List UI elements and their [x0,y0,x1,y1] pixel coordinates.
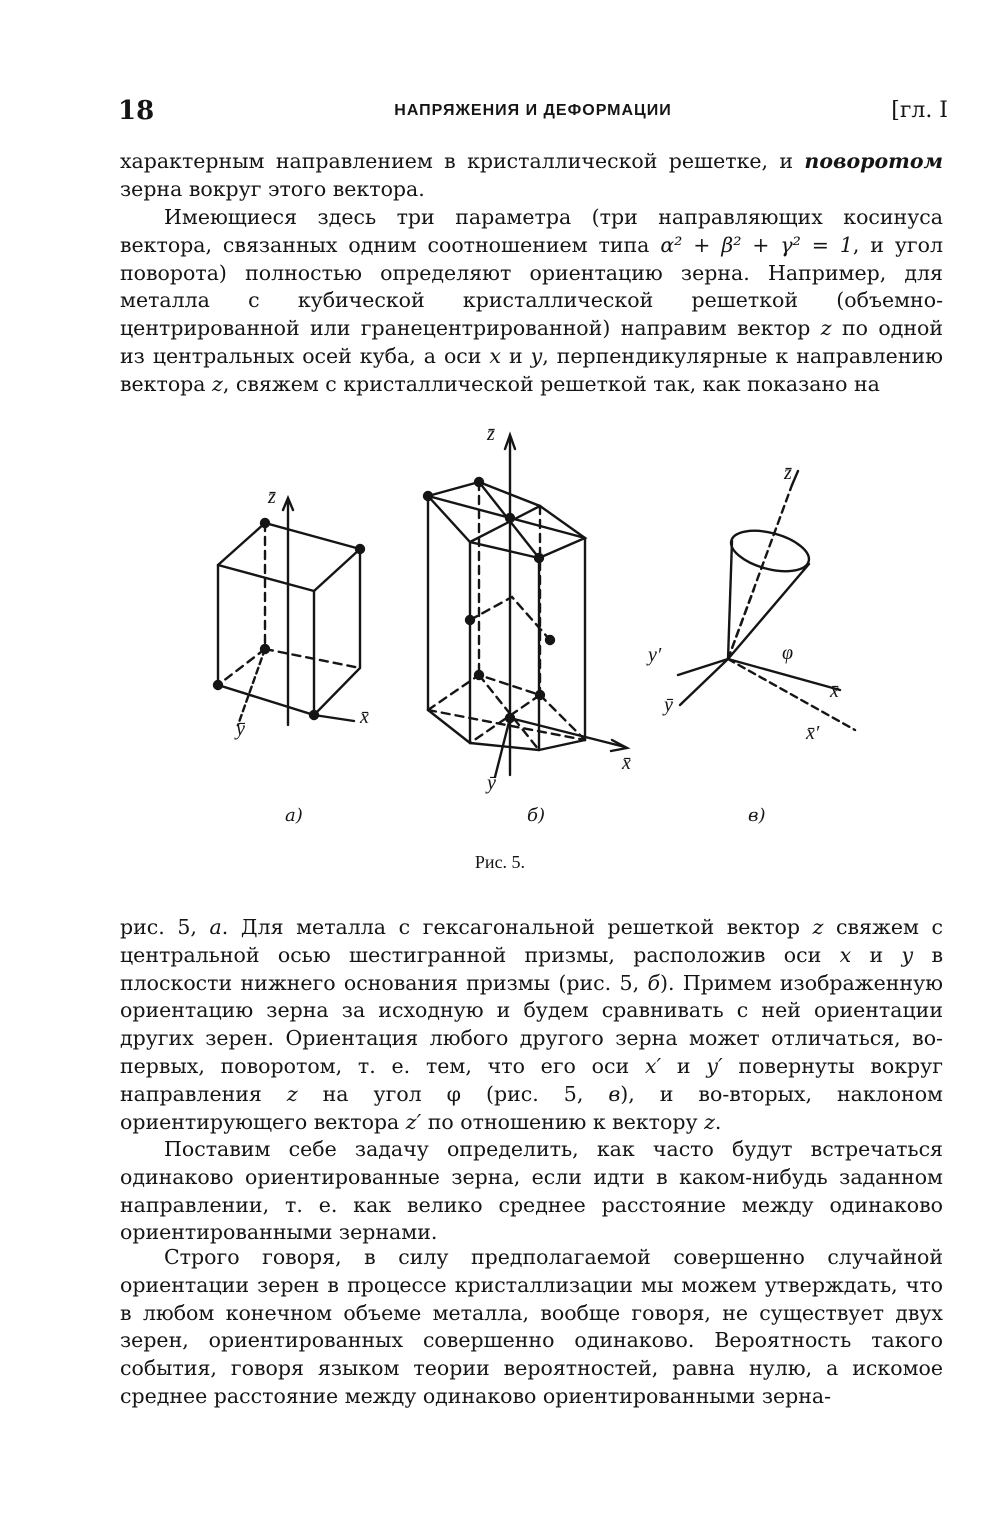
paragraph-probability: Строго говоря, в силу предполагаемой совершенно случайной ориентации зерен в процессе кристаллизации мы можем утверждать, что в любом конечном объеме металла, вообще говоря, не существует двух зерен, ориентированных совершенно одинаково. Вероятность такого события, говоря языком теории вероятностей, равна нулю, а искомое среднее расстояние между одинаково ориентированными зерна- [120,1245,943,1408]
label-z-c: z̄ [784,462,792,484]
subfigure-label-a: а) [285,805,303,826]
label-z-a: z̄ [268,486,276,508]
chapter-marker: [гл. I [891,98,948,123]
figure-caption: Рис. 5. [474,852,526,872]
hexagonal-prism-b [424,435,627,777]
label-y-c: ȳ [664,694,673,716]
paragraph-parameters: Имеющиеся здесь три параметра (три направляющих косинуса вектора, связанных одним соотношением типа α² + β² + γ² = 1, и угол поворота) полностью определяют ориентацию зерна. Например, для металла с кубической кристаллической решеткой (объемно-центрированной или гранецентрированной) направим вектор z по одной из центральных осей куба, а оси x и y, перпендикулярные к направлению вектора z, свяжем с кристаллической решеткой так, как показано на [120,205,944,396]
cubic-cell-a [214,498,364,725]
cone-rotation-c [678,471,855,730]
label-phi: φ [782,642,794,664]
label-x-a: x̄ [360,706,369,728]
label-x-b: x̄ [622,752,631,774]
label-y-prime: y′ [648,644,662,666]
paragraph-task: Поставим себе задачу определить, как часто будут встречаться одинаково ориентированные зерна, если идти в каком-нибудь заданном направлении, т. е. как велико среднее расстояние между одинаково ориентированными зернами. [120,1137,943,1245]
subfigure-label-b: б) [527,805,546,826]
label-x-c: x̄ [830,680,839,702]
page-number: 18 [118,96,155,126]
paragraph-hexagonal: рис. 5, а. Для металла с гексагональной решеткой вектор z свяжем с центральной осью шестигранной призмы, расположив оси x и y в плоскости нижнего основания призмы (рис. 5, б). Примем изображенную ориентацию зерна за исходную и будем сравнивать с ней ориентации других зерен. Ориентация любого другого зерна может отличаться, во-первых, поворотом, т. е. тем, что его оси x′ и y′ повернуты вокруг направления z на угол φ (рис. 5, в), и во-вторых, наклоном ориентирующего вектора z′ по отношению к вектору z. [120,915,944,1134]
label-z-b: z̄ [487,423,495,445]
running-title: НАПРЯЖЕНИЯ И ДЕФОРМАЦИИ [394,102,672,119]
emphasis-word: поворотом [804,149,943,173]
formula: α² + β² + γ² = 1 [660,232,853,257]
label-y-b: ȳ [487,772,496,794]
label-x-prime: x̄′ [806,722,820,744]
subfigure-label-c: в) [748,805,766,826]
figure-5-drawing [180,415,880,835]
label-y-a: ȳ [236,718,245,740]
intro-paragraph: характерным направлением в кристаллической решетке, и поворотом зерна вокруг этого вектора. [120,149,943,201]
page-header [118,96,948,132]
